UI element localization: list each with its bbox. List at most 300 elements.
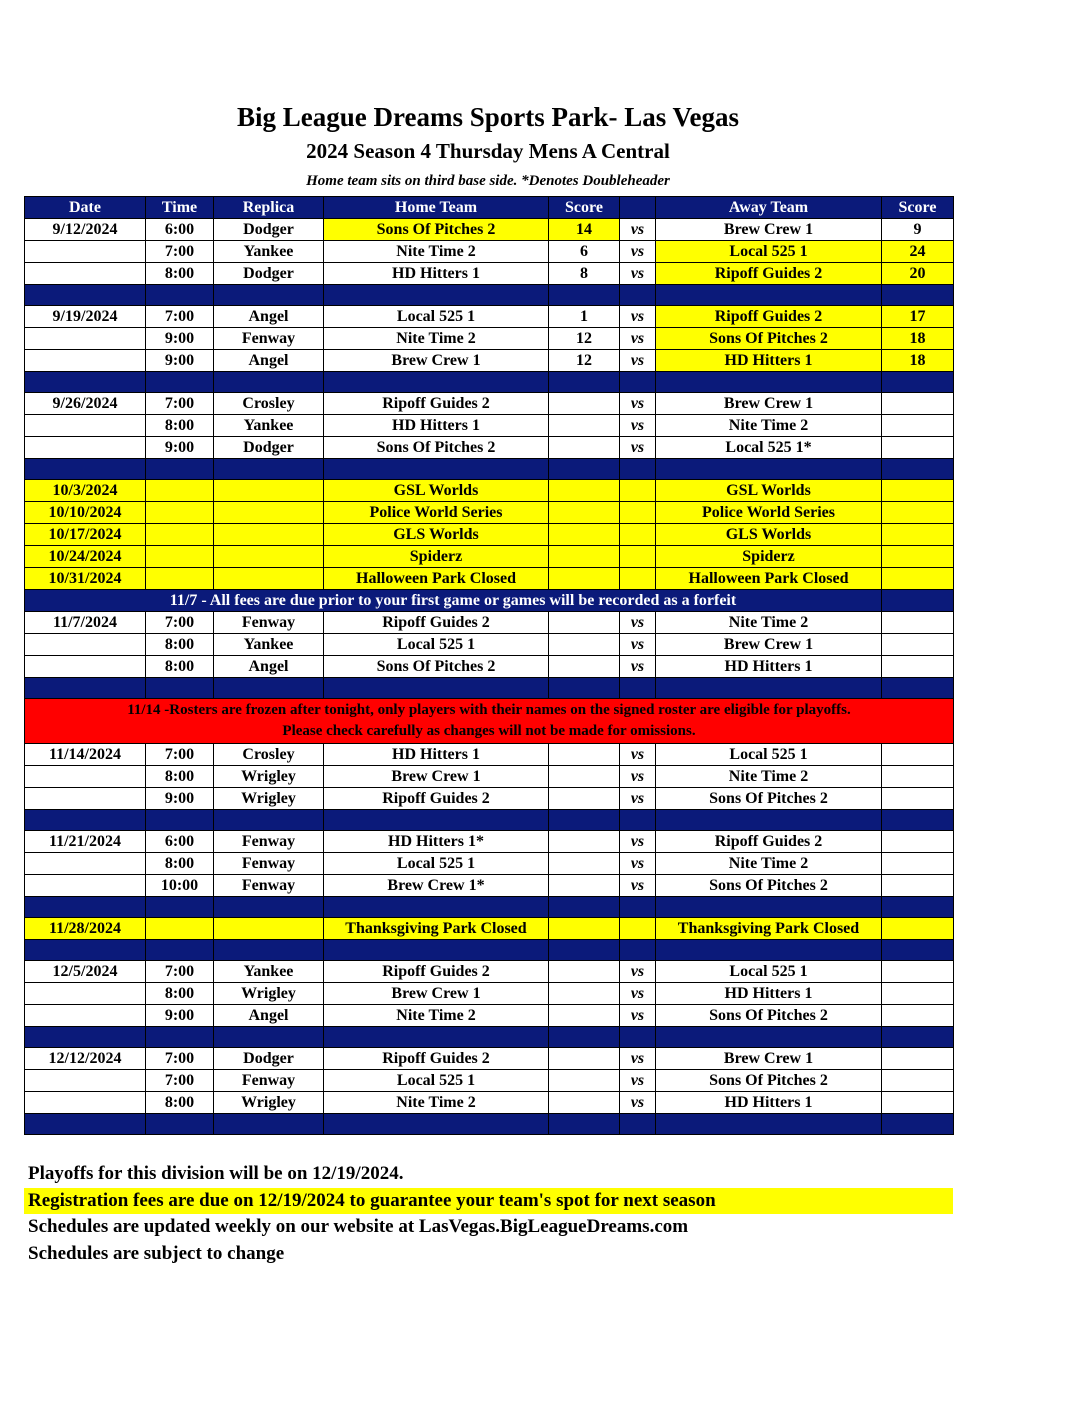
col-time: Time (146, 197, 214, 219)
closed-home-label: Thanksgiving Park Closed (324, 918, 549, 940)
separator-cell (656, 1114, 882, 1135)
game-row (25, 831, 954, 853)
away-team: HD Hitters 1 (656, 350, 882, 372)
closed-away-label: GLS Worlds (656, 524, 882, 546)
separator-cell (549, 1027, 620, 1048)
roster-notice-line1: 11/14 -Rosters are frozen after tonight, only players with their names on the signed roster are eligible for playoffs. (127, 702, 851, 718)
home-team: Local 525 1 (324, 853, 549, 875)
game-date (25, 263, 146, 285)
home-score (549, 393, 620, 415)
game-time: 9:00 (146, 350, 214, 372)
separator-cell (882, 372, 954, 393)
separator-cell (656, 372, 882, 393)
game-row (25, 263, 954, 285)
game-date: 9/12/2024 (25, 219, 146, 241)
away-score (882, 875, 954, 897)
home-team: HD Hitters 1 (324, 415, 549, 437)
game-time: 9:00 (146, 1005, 214, 1027)
separator-cell (146, 285, 214, 306)
game-row (25, 1048, 954, 1070)
separator-cell (620, 285, 656, 306)
separator-cell (324, 372, 549, 393)
home-score (549, 766, 620, 788)
separator-cell (656, 678, 882, 699)
closed-row (25, 546, 954, 568)
game-replica-field: Angel (214, 1005, 324, 1027)
separator-row (25, 940, 954, 961)
separator-cell (146, 897, 214, 918)
game-time: 8:00 (146, 415, 214, 437)
away-team: Ripoff Guides 2 (656, 306, 882, 328)
away-team: Sons Of Pitches 2 (656, 1005, 882, 1027)
separator-cell (549, 940, 620, 961)
away-score (882, 393, 954, 415)
separator-cell (214, 285, 324, 306)
separator-cell (25, 1114, 146, 1135)
game-time: 8:00 (146, 1092, 214, 1114)
game-time: 7:00 (146, 612, 214, 634)
game-row (25, 437, 954, 459)
home-score (549, 983, 620, 1005)
away-team: Nite Time 2 (656, 612, 882, 634)
game-date: 11/21/2024 (25, 831, 146, 853)
game-row (25, 961, 954, 983)
game-row (25, 766, 954, 788)
separator-cell (214, 1027, 324, 1048)
home-score (549, 853, 620, 875)
game-time: 8:00 (146, 634, 214, 656)
game-time: 7:00 (146, 961, 214, 983)
game-row (25, 656, 954, 678)
closed-time (146, 918, 214, 940)
away-score (882, 766, 954, 788)
separator-cell (324, 1114, 549, 1135)
game-row (25, 1092, 954, 1114)
closed-replica (214, 546, 324, 568)
game-row (25, 634, 954, 656)
home-team: HD Hitters 1 (324, 744, 549, 766)
away-team: Local 525 1* (656, 437, 882, 459)
away-score (882, 612, 954, 634)
home-team: Ripoff Guides 2 (324, 961, 549, 983)
home-score (549, 1048, 620, 1070)
separator-row (25, 1114, 954, 1135)
away-team: Nite Time 2 (656, 415, 882, 437)
separator-cell (146, 459, 214, 480)
home-score: 12 (549, 328, 620, 350)
closed-time (146, 546, 214, 568)
game-date (25, 328, 146, 350)
game-time: 8:00 (146, 766, 214, 788)
separator-row (25, 372, 954, 393)
closed-home-label: GLS Worlds (324, 524, 549, 546)
home-score (549, 415, 620, 437)
closed-time (146, 568, 214, 590)
game-replica-field: Dodger (214, 1048, 324, 1070)
closed-date: 11/28/2024 (25, 918, 146, 940)
game-time: 9:00 (146, 437, 214, 459)
game-replica-field: Fenway (214, 1070, 324, 1092)
separator-cell (146, 1027, 214, 1048)
separator-cell (25, 372, 146, 393)
vs-label: vs (620, 393, 656, 415)
closed-date: 10/10/2024 (25, 502, 146, 524)
home-score (549, 831, 620, 853)
game-time: 8:00 (146, 853, 214, 875)
game-row (25, 788, 954, 810)
closed-away-label: Thanksgiving Park Closed (656, 918, 882, 940)
separator-row (25, 285, 954, 306)
game-time: 7:00 (146, 744, 214, 766)
vs-label: vs (620, 634, 656, 656)
change-note: Schedules are subject to change (28, 1243, 285, 1264)
home-team: Brew Crew 1 (324, 766, 549, 788)
separator-cell (324, 810, 549, 831)
closed-row (25, 568, 954, 590)
game-replica-field: Crosley (214, 393, 324, 415)
vs-label: vs (620, 263, 656, 285)
separator-cell (882, 810, 954, 831)
game-date: 12/12/2024 (25, 1048, 146, 1070)
separator-cell (324, 1027, 549, 1048)
vs-label: vs (620, 983, 656, 1005)
separator-cell (324, 678, 549, 699)
separator-cell (549, 372, 620, 393)
separator-cell (146, 678, 214, 699)
home-score (549, 788, 620, 810)
away-score (882, 1092, 954, 1114)
separator-cell (25, 897, 146, 918)
fees-notice: 11/7 - All fees are due prior to your first game or games will be recorded as a forfeit (25, 590, 882, 612)
separator-cell (656, 897, 882, 918)
separator-row (25, 810, 954, 831)
col-away-team: Away Team (656, 197, 882, 219)
away-score (882, 744, 954, 766)
vs-label: vs (620, 350, 656, 372)
game-time: 7:00 (146, 306, 214, 328)
away-team: Local 525 1 (656, 744, 882, 766)
away-team: Sons Of Pitches 2 (656, 788, 882, 810)
separator-cell (146, 372, 214, 393)
separator-cell (324, 940, 549, 961)
vs-label: vs (620, 306, 656, 328)
game-time: 7:00 (146, 393, 214, 415)
game-date: 9/19/2024 (25, 306, 146, 328)
home-score: 14 (549, 219, 620, 241)
vs-label: vs (620, 1070, 656, 1092)
closed-row (25, 480, 954, 502)
roster-notice-row (25, 699, 954, 744)
separator-cell (656, 810, 882, 831)
closed-away-score (882, 546, 954, 568)
vs-label: vs (620, 961, 656, 983)
game-replica-field: Dodger (214, 263, 324, 285)
away-team: Brew Crew 1 (656, 393, 882, 415)
separator-cell (882, 1027, 954, 1048)
separator-cell (549, 810, 620, 831)
game-date (25, 766, 146, 788)
separator-cell (620, 1114, 656, 1135)
game-time: 7:00 (146, 1048, 214, 1070)
page-subtitle: 2024 Season 4 Thursday Mens A Central (306, 139, 670, 163)
home-score (549, 961, 620, 983)
closed-vs (620, 546, 656, 568)
game-replica-field: Crosley (214, 744, 324, 766)
closed-date: 10/3/2024 (25, 480, 146, 502)
roster-notice-line2: Please check carefully as changes will not be made for omissions. (282, 723, 696, 739)
closed-replica (214, 568, 324, 590)
closed-home-label: Police World Series (324, 502, 549, 524)
game-row (25, 328, 954, 350)
game-date (25, 437, 146, 459)
game-date: 9/26/2024 (25, 393, 146, 415)
home-team: HD Hitters 1* (324, 831, 549, 853)
separator-cell (25, 940, 146, 961)
away-team: HD Hitters 1 (656, 983, 882, 1005)
home-team: Local 525 1 (324, 306, 549, 328)
home-team: Sons Of Pitches 2 (324, 219, 549, 241)
separator-cell (214, 372, 324, 393)
home-team: Brew Crew 1 (324, 983, 549, 1005)
closed-date: 10/24/2024 (25, 546, 146, 568)
closed-time (146, 480, 214, 502)
separator-row (25, 1027, 954, 1048)
vs-label: vs (620, 875, 656, 897)
vs-label: vs (620, 328, 656, 350)
closed-away-label: Police World Series (656, 502, 882, 524)
closed-row (25, 502, 954, 524)
vs-label: vs (620, 612, 656, 634)
col-away-score: Score (882, 197, 954, 219)
doubleheader-note: Home team sits on third base side. *Denotes Doubleheader (306, 173, 670, 189)
game-date (25, 350, 146, 372)
away-team: Ripoff Guides 2 (656, 831, 882, 853)
game-replica-field: Fenway (214, 612, 324, 634)
separator-cell (214, 1114, 324, 1135)
home-score (549, 1070, 620, 1092)
away-team: Brew Crew 1 (656, 219, 882, 241)
game-replica-field: Yankee (214, 415, 324, 437)
home-team: Nite Time 2 (324, 1005, 549, 1027)
away-team: Local 525 1 (656, 241, 882, 263)
away-team: Sons Of Pitches 2 (656, 1070, 882, 1092)
separator-cell (620, 810, 656, 831)
home-team: Sons Of Pitches 2 (324, 656, 549, 678)
col-date: Date (25, 197, 146, 219)
game-replica-field: Fenway (214, 831, 324, 853)
home-team: Brew Crew 1* (324, 875, 549, 897)
game-replica-field: Fenway (214, 853, 324, 875)
closed-vs (620, 480, 656, 502)
game-time: 6:00 (146, 831, 214, 853)
game-row (25, 744, 954, 766)
game-date: 11/7/2024 (25, 612, 146, 634)
home-score (549, 656, 620, 678)
away-score: 20 (882, 263, 954, 285)
separator-cell (620, 459, 656, 480)
vs-label: vs (620, 744, 656, 766)
game-replica-field: Wrigley (214, 1092, 324, 1114)
game-time: 8:00 (146, 983, 214, 1005)
website-note: Schedules are updated weekly on our website at LasVegas.BigLeagueDreams.com (28, 1216, 689, 1237)
separator-cell (214, 810, 324, 831)
separator-cell (25, 678, 146, 699)
home-score: 1 (549, 306, 620, 328)
closed-away-label: Halloween Park Closed (656, 568, 882, 590)
closed-home-score (549, 918, 620, 940)
away-score (882, 853, 954, 875)
schedule-body (25, 219, 954, 1135)
away-score (882, 634, 954, 656)
separator-cell (25, 285, 146, 306)
home-team: Brew Crew 1 (324, 350, 549, 372)
schedule-table (24, 196, 954, 1135)
separator-cell (656, 285, 882, 306)
separator-cell (620, 372, 656, 393)
separator-cell (25, 810, 146, 831)
away-score (882, 1048, 954, 1070)
home-team: Nite Time 2 (324, 1092, 549, 1114)
game-replica-field: Angel (214, 306, 324, 328)
separator-cell (214, 940, 324, 961)
home-team: Local 525 1 (324, 634, 549, 656)
separator-cell (549, 285, 620, 306)
closed-away-score (882, 480, 954, 502)
separator-cell (324, 285, 549, 306)
closed-time (146, 502, 214, 524)
home-team: Ripoff Guides 2 (324, 612, 549, 634)
separator-cell (882, 678, 954, 699)
away-score (882, 1070, 954, 1092)
game-row (25, 219, 954, 241)
game-time: 7:00 (146, 1070, 214, 1092)
away-score: 9 (882, 219, 954, 241)
closed-home-score (549, 546, 620, 568)
col-vs (620, 197, 656, 219)
game-replica-field: Angel (214, 656, 324, 678)
game-date: 12/5/2024 (25, 961, 146, 983)
game-row (25, 1070, 954, 1092)
home-score (549, 744, 620, 766)
game-row (25, 241, 954, 263)
separator-cell (656, 459, 882, 480)
game-date (25, 853, 146, 875)
home-team: Ripoff Guides 2 (324, 1048, 549, 1070)
game-replica-field: Fenway (214, 875, 324, 897)
vs-label: vs (620, 656, 656, 678)
game-date (25, 656, 146, 678)
away-score (882, 831, 954, 853)
closed-away-score (882, 918, 954, 940)
vs-label: vs (620, 1005, 656, 1027)
game-row (25, 393, 954, 415)
separator-cell (146, 810, 214, 831)
game-date (25, 1092, 146, 1114)
closed-away-label: GSL Worlds (656, 480, 882, 502)
game-date (25, 241, 146, 263)
separator-cell (324, 897, 549, 918)
game-replica-field: Dodger (214, 437, 324, 459)
notice-end (882, 590, 954, 612)
separator-cell (882, 897, 954, 918)
home-score (549, 634, 620, 656)
closed-row (25, 918, 954, 940)
separator-row (25, 459, 954, 480)
game-replica-field: Wrigley (214, 766, 324, 788)
separator-cell (214, 897, 324, 918)
away-team: Nite Time 2 (656, 766, 882, 788)
away-team: Ripoff Guides 2 (656, 263, 882, 285)
separator-cell (882, 1114, 954, 1135)
closed-home-score (549, 502, 620, 524)
away-team: Sons Of Pitches 2 (656, 328, 882, 350)
away-score (882, 1005, 954, 1027)
separator-cell (882, 285, 954, 306)
closed-vs (620, 524, 656, 546)
away-score (882, 983, 954, 1005)
game-time: 7:00 (146, 241, 214, 263)
separator-cell (146, 1114, 214, 1135)
game-date (25, 1070, 146, 1092)
game-date (25, 634, 146, 656)
away-score: 18 (882, 328, 954, 350)
game-replica-field: Fenway (214, 328, 324, 350)
vs-label: vs (620, 853, 656, 875)
separator-cell (620, 678, 656, 699)
closed-replica (214, 918, 324, 940)
home-score (549, 875, 620, 897)
game-replica-field: Yankee (214, 961, 324, 983)
game-replica-field: Wrigley (214, 788, 324, 810)
vs-label: vs (620, 1048, 656, 1070)
col-replica: Replica (214, 197, 324, 219)
game-row (25, 612, 954, 634)
separator-cell (25, 1027, 146, 1048)
away-score: 17 (882, 306, 954, 328)
closed-home-score (549, 480, 620, 502)
game-row (25, 415, 954, 437)
separator-cell (620, 897, 656, 918)
game-row (25, 875, 954, 897)
game-time: 9:00 (146, 788, 214, 810)
playoffs-note: Playoffs for this division will be on 12/19/2024. (28, 1163, 404, 1184)
game-time: 8:00 (146, 263, 214, 285)
game-time: 6:00 (146, 219, 214, 241)
away-team: Sons Of Pitches 2 (656, 875, 882, 897)
closed-replica (214, 480, 324, 502)
col-home-team: Home Team (324, 197, 549, 219)
away-score (882, 961, 954, 983)
roster-notice (25, 699, 954, 744)
home-score (549, 1092, 620, 1114)
home-score (549, 437, 620, 459)
home-team: Ripoff Guides 2 (324, 393, 549, 415)
separator-cell (620, 940, 656, 961)
closed-vs (620, 568, 656, 590)
separator-cell (620, 1027, 656, 1048)
home-team: Nite Time 2 (324, 328, 549, 350)
home-score: 8 (549, 263, 620, 285)
vs-label: vs (620, 415, 656, 437)
closed-away-label: Spiderz (656, 546, 882, 568)
separator-cell (549, 1114, 620, 1135)
separator-cell (25, 459, 146, 480)
home-team: HD Hitters 1 (324, 263, 549, 285)
separator-cell (882, 940, 954, 961)
game-replica-field: Angel (214, 350, 324, 372)
game-time: 9:00 (146, 328, 214, 350)
separator-cell (549, 459, 620, 480)
